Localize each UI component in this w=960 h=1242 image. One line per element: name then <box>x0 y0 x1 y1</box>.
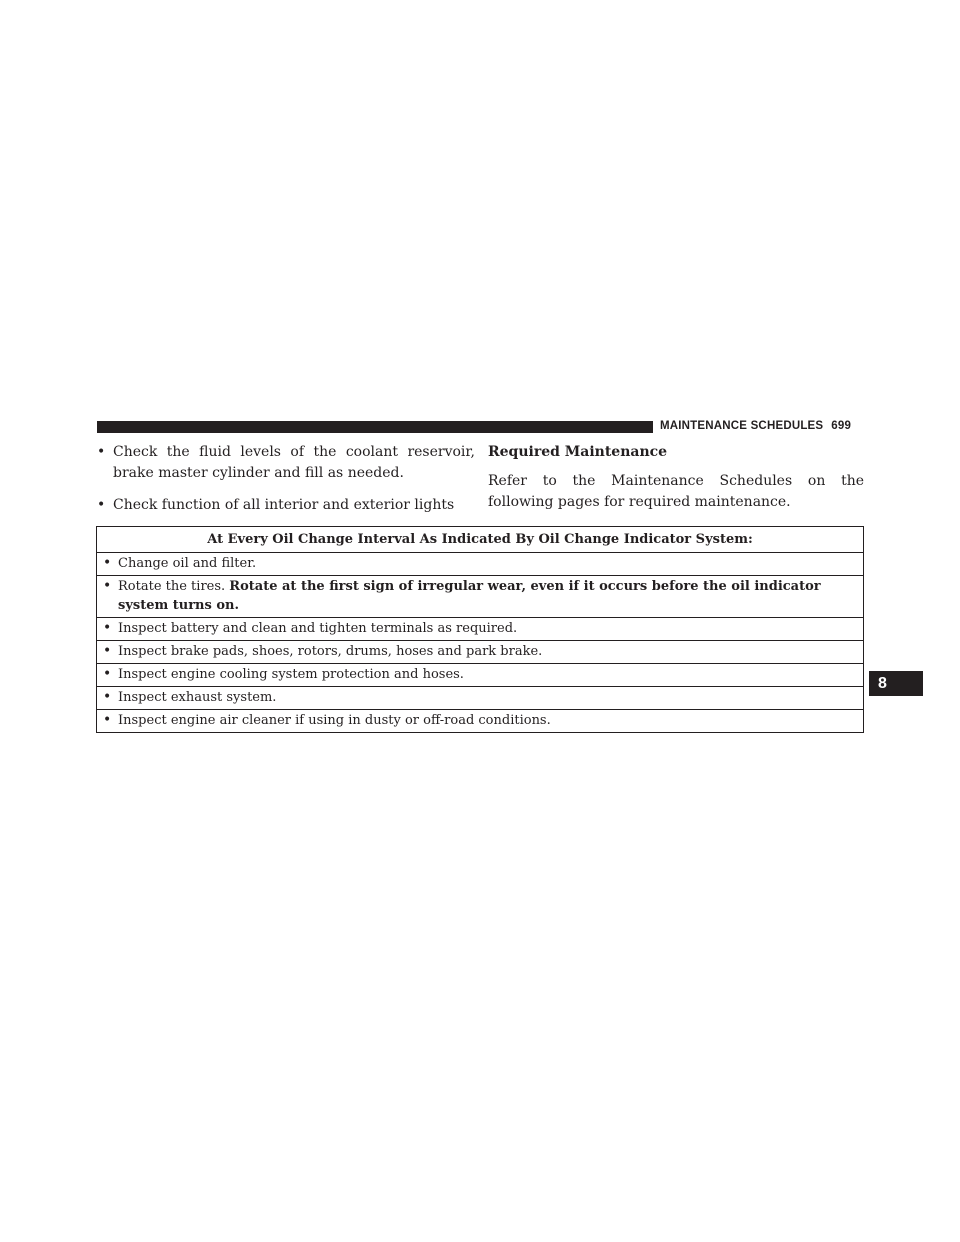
row-text: Inspect exhaust system. <box>118 690 277 705</box>
bullet-icon: • <box>103 666 112 682</box>
table-header-row <box>97 527 864 553</box>
section-title: MAINTENANCE SCHEDULES <box>660 420 824 432</box>
row-text: Inspect battery and clean and tighten terminals as required. <box>118 621 518 636</box>
bullet-icon: • <box>103 689 112 705</box>
table-row <box>97 687 864 710</box>
row-text: Inspect engine air cleaner if using in dusty or off-road conditions. <box>118 713 551 728</box>
section-body: Refer to the Maintenance Schedules on the following pages for required maintenance. <box>488 473 864 510</box>
table-row-content <box>103 577 857 615</box>
table-cell <box>97 641 864 664</box>
table-row <box>97 710 864 733</box>
row-emphasis-text: Rotate at the first sign of irregular wear, even if it occurs before the oil indicator system turns on. <box>118 579 821 613</box>
list-item-text: Check the fluid levels of the coolant reservoir, brake master cylinder and fill as needed. <box>113 444 475 481</box>
table-cell <box>97 576 864 618</box>
row-text: Inspect engine cooling system protection and hoses. <box>118 667 464 682</box>
maintenance-table <box>96 526 864 733</box>
bullet-icon: • <box>103 712 112 728</box>
bullet-icon: • <box>103 555 112 571</box>
table-row-content <box>103 619 857 638</box>
row-text: Rotate the tires. <box>118 579 230 594</box>
table-row <box>97 618 864 641</box>
bullet-icon: • <box>103 620 112 636</box>
running-header <box>660 420 851 432</box>
bullet-icon: • <box>103 643 112 659</box>
table-row-content <box>103 711 857 730</box>
section-heading: Required Maintenance <box>488 444 668 460</box>
bullet-icon: • <box>103 578 112 594</box>
list-item-text: Check function of all interior and exterior lights <box>113 497 455 513</box>
table-row-content <box>103 688 857 707</box>
table-cell <box>97 687 864 710</box>
table-row-content <box>103 554 857 573</box>
table-row <box>97 553 864 576</box>
table-row-content <box>103 642 857 661</box>
table-row <box>97 576 864 618</box>
table-row-content <box>103 665 857 684</box>
table-header: At Every Oil Change Interval As Indicated By Oil Change Indicator System: <box>97 527 864 553</box>
table-cell <box>97 710 864 733</box>
bullet-icon: • <box>97 497 106 513</box>
table-row <box>97 664 864 687</box>
table-row <box>97 641 864 664</box>
table-cell <box>97 553 864 576</box>
table-cell <box>97 618 864 641</box>
left-column <box>97 442 475 527</box>
row-text: Change oil and filter. <box>118 556 257 571</box>
list-item <box>97 442 475 484</box>
chapter-tab: 8 <box>869 671 923 696</box>
row-text: Inspect brake pads, shoes, rotors, drums, hoses and park brake. <box>118 644 543 659</box>
table-body <box>97 553 864 733</box>
header-rule <box>97 421 653 433</box>
table-cell <box>97 664 864 687</box>
bullet-icon: • <box>97 444 106 460</box>
list-item <box>97 495 475 516</box>
right-column <box>488 442 864 513</box>
page-number: 699 <box>831 420 852 432</box>
